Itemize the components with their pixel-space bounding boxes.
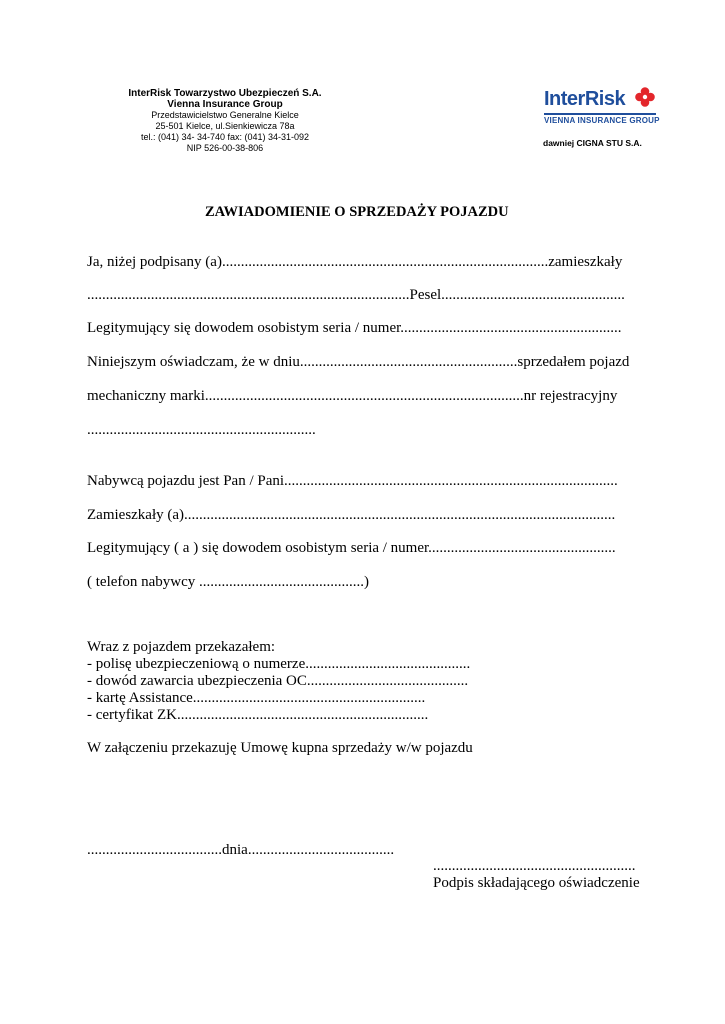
former-name-note: dawniej CIGNA STU S.A.: [543, 138, 642, 148]
logo-rule: [544, 113, 656, 115]
form-line-registration: .............................................................: [87, 422, 316, 438]
handover-item: - polisę ubezpieczeniową o numerze............................................: [87, 656, 471, 672]
form-line-id: Legitymujący się dowodem osobistym seria / numer...........................................................: [87, 320, 622, 336]
form-line-buyer-phone: ( telefon nabywcy ............................................): [87, 574, 370, 590]
handover-heading: Wraz z pojazdem przekazałem:: [87, 639, 276, 655]
attachment-note: W załączeniu przekazuję Umowę kupna sprzedaży w/w pojazdu: [87, 740, 473, 756]
company-address: 25-501 Kielce, ul.Sienkiewicza 78a: [155, 121, 295, 131]
place-date-line: ....................................dnia.......................................: [87, 842, 395, 858]
company-phone: tel.: (041) 34- 34-740 fax: (041) 34-31-092: [140, 132, 310, 142]
logo-wordmark: InterRisk: [544, 88, 626, 110]
document-title: ZAWIADOMIENIE O SPRZEDAŻY POJAZDU: [205, 204, 509, 220]
form-line-buyer: Nabywcą pojazdu jest Pan / Pani.........................................................................................: [87, 473, 618, 489]
flower-icon: [634, 86, 656, 108]
form-line-buyer-id: Legitymujący ( a ) się dowodem osobistym seria / numer..................................................: [87, 540, 616, 556]
company-group: Vienna Insurance Group: [167, 99, 283, 110]
logo-subtitle: VIENNA INSURANCE GROUP: [544, 116, 660, 125]
handover-item: - kartę Assistance..............................................................: [87, 690, 426, 706]
company-name: InterRisk Towarzystwo Ubezpieczeń S.A.: [128, 88, 322, 99]
company-header: [115, 88, 335, 154]
company-nip: NIP 526-00-38-806: [186, 143, 264, 153]
handover-item: - dowód zawarcia ubezpieczenia OC...........................................: [87, 673, 469, 689]
form-line-sale-date: Niniejszym oświadczam, że w dniu..........................................................sprzedałem pojazd: [87, 354, 630, 370]
form-line-pesel: ......................................................................................Pesel.................................................: [87, 287, 625, 303]
form-line-vehicle: mechaniczny marki.....................................................................................nr rejestracyjny: [87, 388, 618, 404]
signature-label: Podpis składającego oświadczenie: [433, 875, 640, 891]
form-line-declarant: Ja, niżej podpisany (a).......................................................................................zamieszkały: [87, 254, 623, 270]
form-line-buyer-address: Zamieszkały (a)...................................................................................................................: [87, 507, 616, 523]
company-branch: Przedstawicielstwo Generalne Kielce: [151, 110, 299, 120]
handover-item: - certyfikat ZK...................................................................: [87, 707, 429, 723]
signature-dots: ......................................................: [433, 858, 636, 874]
